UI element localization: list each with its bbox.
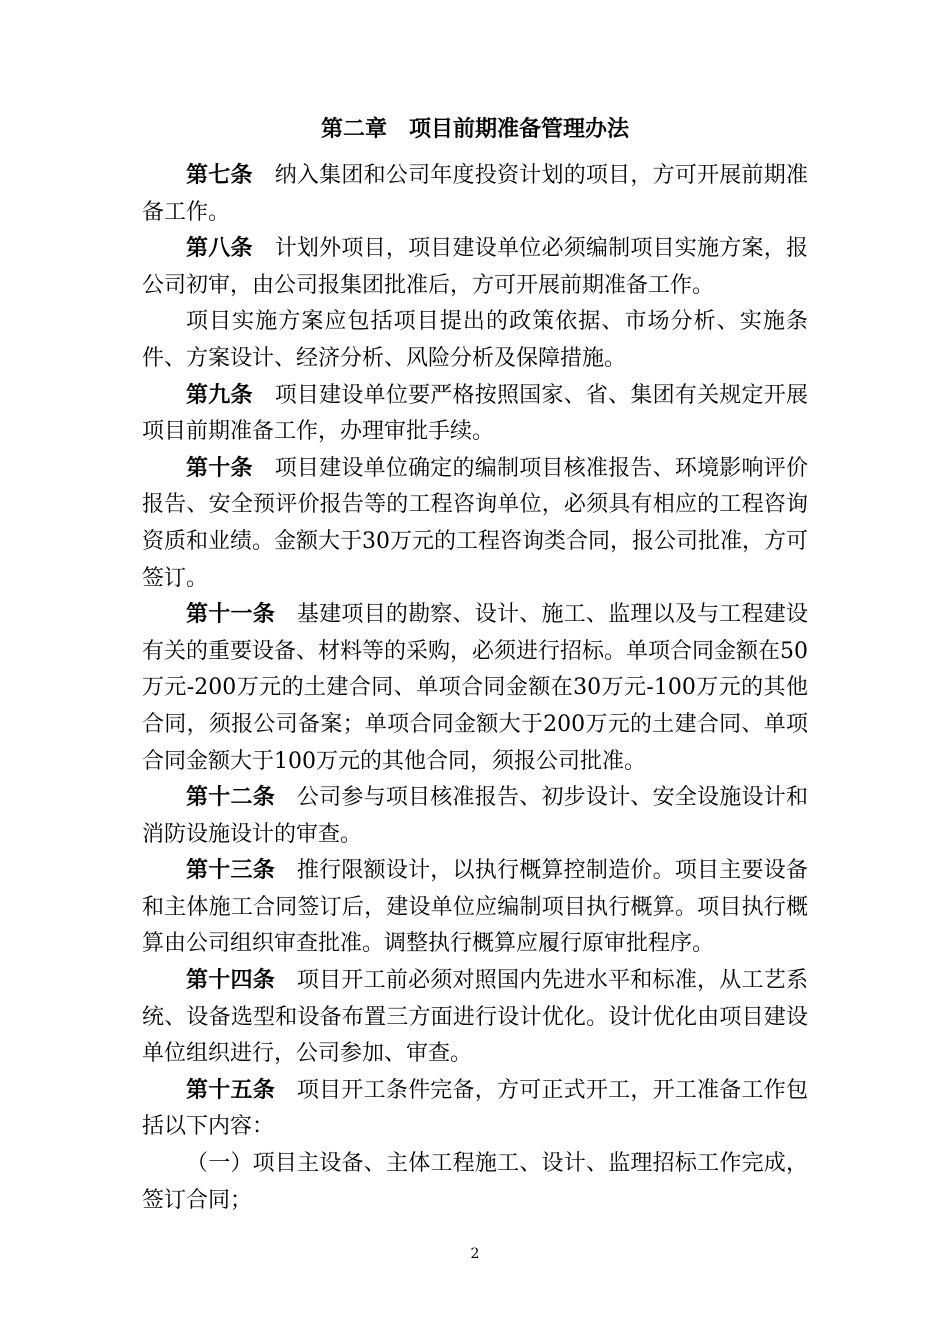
paragraph-text: 公司参与项目核准报告、初步设计、安全设施设计和消防设施设计的审查。 (142, 785, 808, 847)
paragraph (142, 1146, 808, 1219)
paragraph-text: 项目开工前必须对照国内先进水平和标准，从工艺系统、设备选型和设备布置三方面进行设计优化。设计优化由项目建设单位组织进行，公司参加、审查。 (142, 968, 808, 1067)
article-number: 第十三条 (186, 858, 275, 884)
article-number: 第十条 (186, 455, 253, 481)
article-number: 第九条 (186, 382, 253, 408)
paragraph (142, 304, 808, 377)
paragraph-text: 计划外项目，项目建设单位必须编制项目实施方案，报公司初审，由公司报集团批准后，方可开展前期准备工作。 (142, 236, 808, 298)
paragraph (142, 378, 808, 451)
paragraph-text: 项目建设单位确定的编制项目核准报告、环境影响评价报告、安全预评价报告等的工程咨询单位，必须具有相应的工程咨询资质和业绩。金额大于30万元的工程咨询类合同，报公司批准，方可签订。 (142, 455, 808, 591)
article-number: 第十二条 (186, 785, 275, 811)
paragraph-text: 基建项目的勘察、设计、施工、监理以及与工程建设有关的重要设备、材料等的采购，必须进行招标。单项合同金额在50万元-200万元的土建合同、单项合同金额在30万元-100万元的其他合同，须报公司备案；单项合同金额大于200万元的土建合同、单项合同金额大于100万元的其他合同，须报公司批准。 (142, 602, 808, 774)
document-body (142, 158, 808, 1219)
paragraph (142, 963, 808, 1073)
paragraph-text: 项目开工条件完备，方可正式开工，开工准备工作包括以下内容： (142, 1077, 808, 1140)
chapter-title: 第二章 项目前期准备管理办法 (320, 117, 629, 142)
paragraph-text: （一）项目主设备、主体工程施工、设计、监理招标工作完成，签订合同； (142, 1151, 808, 1213)
paragraph-text: 纳入集团和公司年度投资计划的项目，方可开展前期准备工作。 (142, 163, 808, 225)
paragraph (142, 158, 808, 231)
paragraph-text: 推行限额设计，以执行概算控制造价。项目主要设备和主体施工合同签订后，建设单位应编制项目执行概算。项目执行概算由公司组织审查批准。调整执行概算应履行原审批程序。 (142, 858, 808, 957)
paragraph (142, 231, 808, 304)
paragraph (142, 597, 808, 780)
paragraph-text: 项目实施方案应包括项目提出的政策依据、市场分析、实施条件、方案设计、经济分析、风险分析及保障措施。 (142, 309, 808, 371)
paragraph (142, 1073, 808, 1146)
paragraph (142, 853, 808, 963)
page-number: 2 (470, 1246, 480, 1262)
paragraph (142, 780, 808, 853)
article-number: 第十五条 (186, 1077, 275, 1103)
paragraph (142, 451, 808, 597)
paragraph-text: 项目建设单位要严格按照国家、省、集团有关规定开展项目前期准备工作，办理审批手续。 (142, 382, 808, 445)
article-number: 第十四条 (186, 968, 275, 994)
article-number: 第八条 (186, 236, 253, 262)
article-number: 第十一条 (186, 602, 275, 628)
article-number: 第七条 (186, 163, 253, 188)
